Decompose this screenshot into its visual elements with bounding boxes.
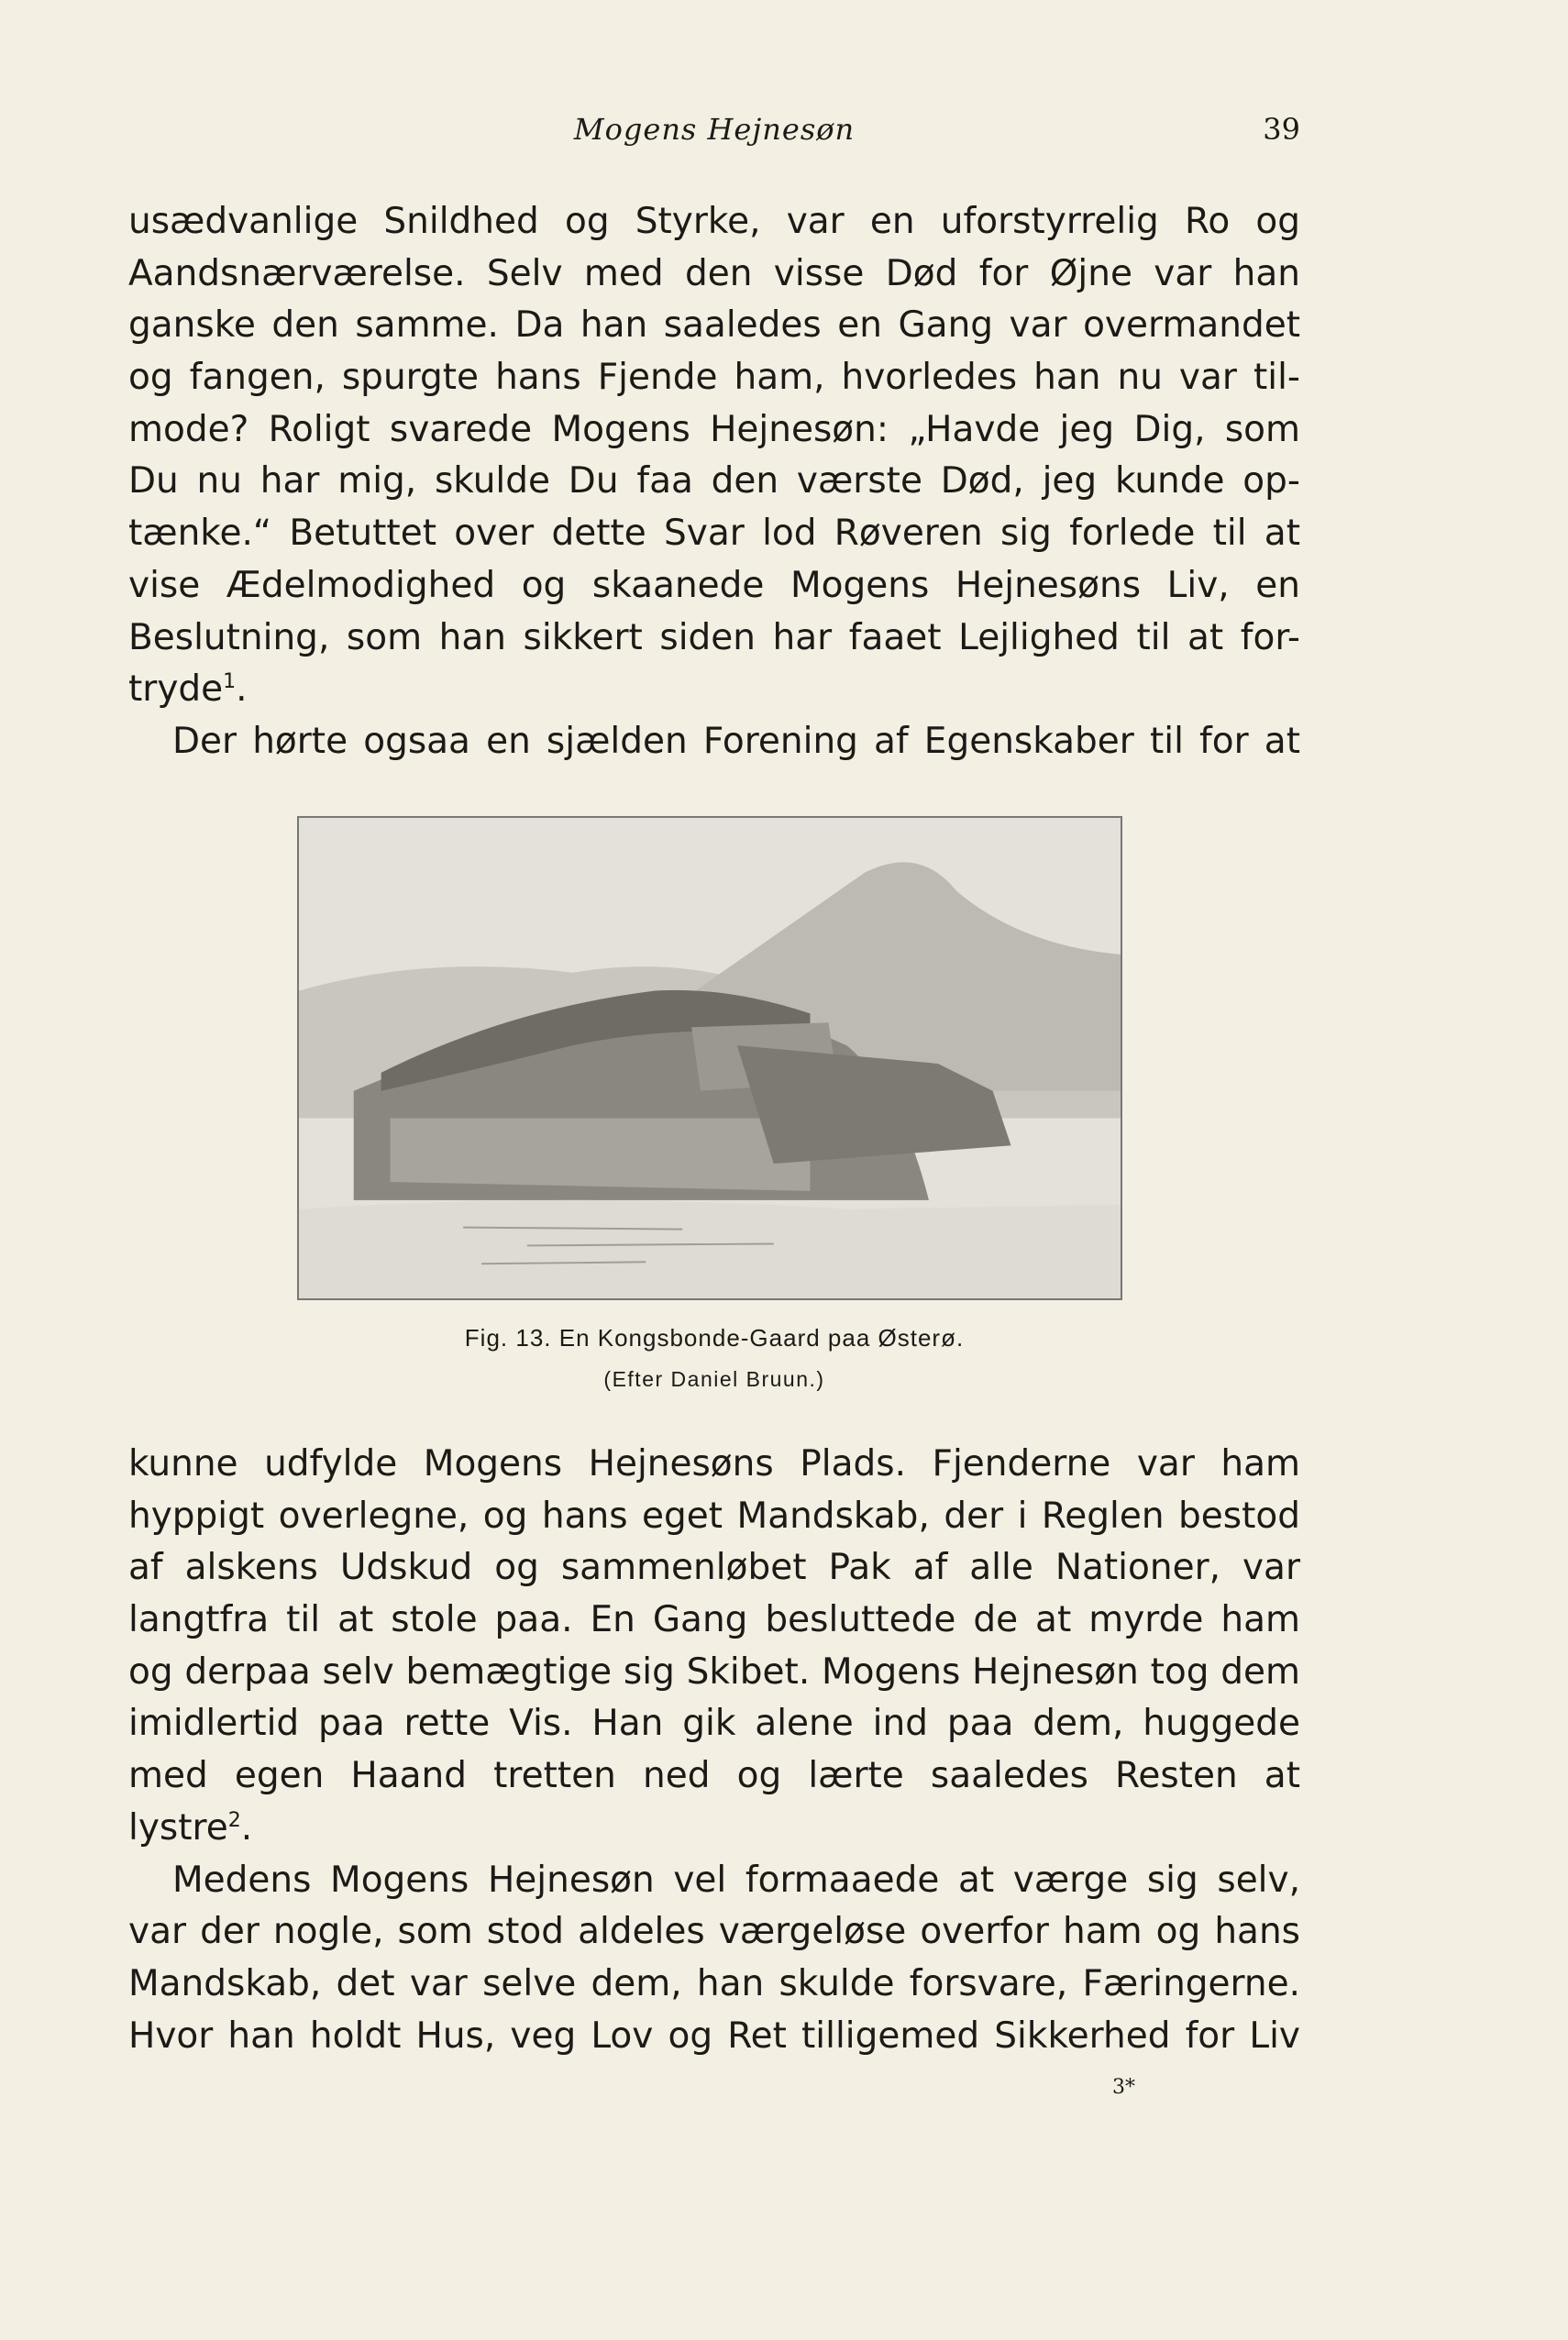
figure-illustration bbox=[297, 816, 1122, 1300]
text-line: og derpaa selv bemægtige sig Skibet. Mogens Hejnesøn tog dem bbox=[128, 1650, 1300, 1693]
text-line: imidlertid paa rette Vis. Han gik alene ind paa dem, huggede bbox=[128, 1703, 1300, 1745]
figure-credit: (Efter Daniel Bruun.) bbox=[603, 1367, 825, 1391]
text-line: Aandsnærværelse. Selv med den visse Død for Øjne var han bbox=[128, 252, 1300, 294]
running-title: Mogens Hejnesøn bbox=[573, 112, 856, 147]
page-number: 39 bbox=[1263, 112, 1300, 147]
text-line-with-footnote: lystre$^2$. bbox=[128, 1806, 253, 1849]
body-text-upper bbox=[128, 196, 1300, 768]
text-line: Du nu har mig, skulde Du faa den værste Død, jeg kunde op- bbox=[128, 460, 1300, 502]
body-text-lower bbox=[128, 1439, 1300, 2062]
farmstead-illustration bbox=[299, 818, 1121, 1298]
text-line: Hvor han holdt Hus, veg Lov og Ret tilligemed Sikkerhed for Liv bbox=[128, 2014, 1300, 2057]
text-line: vise Ædelmodighed og skaanede Mogens Hejnesøns Liv, en bbox=[128, 564, 1300, 606]
text-line-with-footnote: tryde$^1$. bbox=[128, 668, 248, 711]
signature-mark: 3* bbox=[1112, 2076, 1135, 2099]
text-line: usædvanlige Snildhed og Styrke, var en uforstyrrelig Ro og bbox=[128, 201, 1300, 242]
text-line: og fangen, spurgte hans Fjende ham, hvorledes han nu var til- bbox=[128, 357, 1300, 399]
text-line: langtfra til at stole paa. En Gang besluttede de at myrde ham bbox=[128, 1599, 1300, 1641]
footnote-ref: 1 bbox=[223, 670, 237, 694]
text-line: ganske den samme. Da han saaledes en Gang var overmandet bbox=[128, 304, 1300, 347]
text-line: Beslutning, som han sikkert siden har faaet Lejlighed til at for- bbox=[128, 616, 1300, 658]
text-line: mode? Roligt svarede Mogens Hejnesøn: „Havde jeg Dig, som bbox=[128, 408, 1300, 450]
text-line: var der nogle, som stod aldeles værgeløse overfor ham og hans bbox=[128, 1911, 1300, 1953]
text-line: Mandskab, det var selve dem, han skulde forsvare, Færingerne. bbox=[128, 1962, 1300, 2004]
figure-caption: Fig. 13. En Kongsbonde-Gaard paa Østerø. bbox=[464, 1324, 965, 1352]
text-line: tænke.“ Betuttet over dette Svar lod Røveren sig forlede til at bbox=[128, 513, 1300, 555]
text-line: med egen Haand tretten ned og lærte saaledes Resten at bbox=[128, 1755, 1300, 1797]
footnote-ref: 2 bbox=[227, 1808, 241, 1832]
text-fragment: tryde bbox=[128, 668, 224, 711]
text-fragment: lystre bbox=[128, 1806, 228, 1849]
text-line: kunne udfylde Mogens Hejnesøns Plads. Fjenderne var ham bbox=[128, 1443, 1300, 1485]
page-header bbox=[128, 112, 1300, 158]
text-line: hyppigt overlegne, og hans eget Mandskab, der i Reglen bestod bbox=[128, 1495, 1300, 1537]
text-line: af alskens Udskud og sammenløbet Pak af alle Nationer, var bbox=[128, 1547, 1300, 1589]
text-line: Medens Mogens Hejnesøn vel formaaede at værge sig selv, bbox=[172, 1859, 1300, 1901]
text-line: Der hørte ogsaa en sjælden Forening af Egenskaber til for at bbox=[172, 720, 1300, 762]
